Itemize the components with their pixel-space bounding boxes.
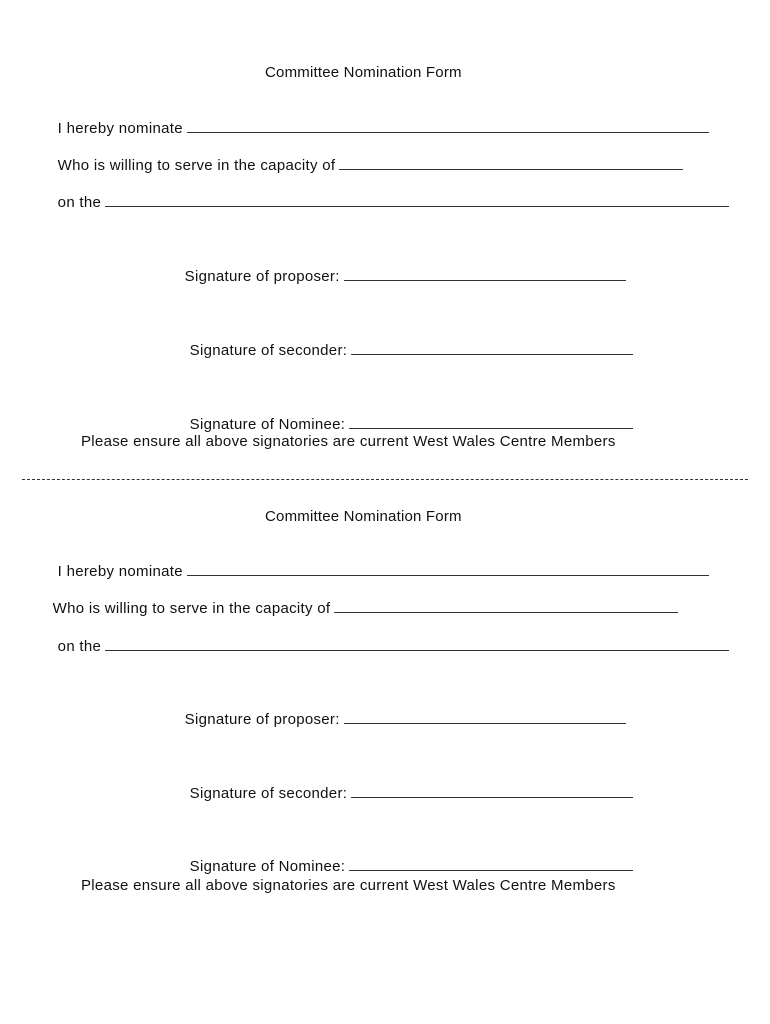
proposer-signature-field[interactable] xyxy=(344,710,626,724)
signatories-note: Please ensure all above signatories are current West Wales Centre Members xyxy=(81,877,616,894)
nominee-label: Signature of Nominee: xyxy=(189,416,346,433)
nominee-label: Signature of Nominee: xyxy=(189,858,346,875)
on-row xyxy=(41,175,729,230)
nominate-label: I hereby nominate xyxy=(57,120,183,137)
on-row xyxy=(41,619,729,674)
committee-field[interactable] xyxy=(105,637,729,651)
cut-line-divider xyxy=(22,479,748,480)
capacity-field[interactable] xyxy=(334,599,678,613)
capacity-label: Who is willing to serve in the capacity of xyxy=(52,600,331,617)
seconder-label: Signature of seconder: xyxy=(189,785,348,802)
proposer-signature-field[interactable] xyxy=(344,267,626,281)
proposer-label: Signature of proposer: xyxy=(184,268,340,285)
proposer-row xyxy=(168,249,626,304)
on-label: on the xyxy=(57,194,102,211)
form-title: Committee Nomination Form xyxy=(265,64,462,81)
seconder-row xyxy=(173,323,633,378)
seconder-signature-field[interactable] xyxy=(351,341,633,355)
seconder-signature-field[interactable] xyxy=(351,784,633,798)
nominee-name-field[interactable] xyxy=(187,119,709,133)
nominee-signature-field[interactable] xyxy=(349,415,633,429)
signatories-note: Please ensure all above signatories are current West Wales Centre Members xyxy=(81,433,616,450)
seconder-label: Signature of seconder: xyxy=(189,342,348,359)
nominate-label: I hereby nominate xyxy=(57,563,183,580)
on-label: on the xyxy=(57,638,102,655)
seconder-row xyxy=(173,766,633,821)
capacity-label: Who is willing to serve in the capacity of xyxy=(57,157,336,174)
proposer-label: Signature of proposer: xyxy=(184,711,340,728)
committee-field[interactable] xyxy=(105,193,729,207)
capacity-field[interactable] xyxy=(339,156,683,170)
nominee-signature-field[interactable] xyxy=(349,857,633,871)
proposer-row xyxy=(168,692,626,747)
nominee-name-field[interactable] xyxy=(187,562,709,576)
form-title: Committee Nomination Form xyxy=(265,508,462,525)
